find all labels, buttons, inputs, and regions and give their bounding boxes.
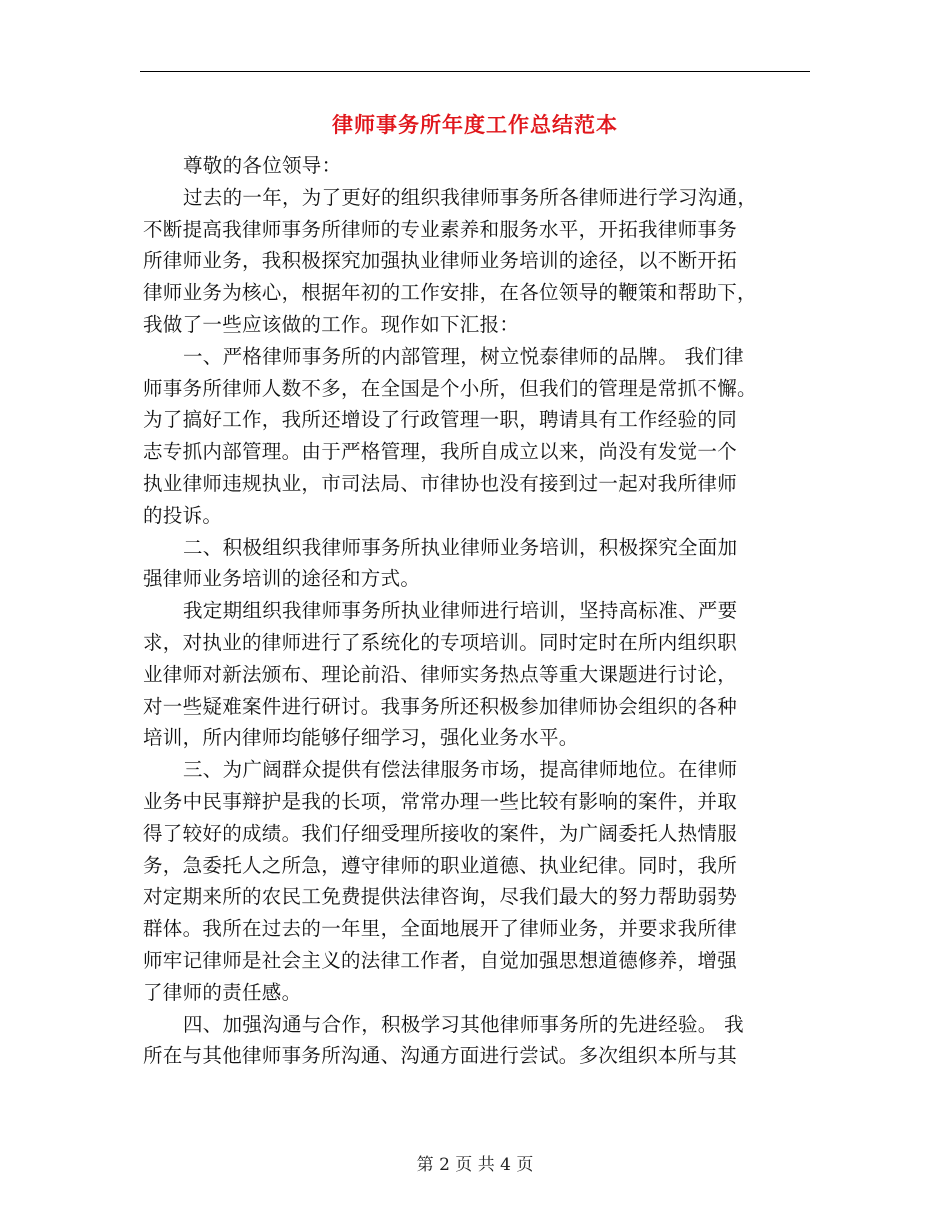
paragraph-line: 为了搞好工作，我所还增设了行政管理一职，聘请具有工作经验的同 xyxy=(143,408,738,432)
section-heading-line: 二、积极组织我律师事务所执业律师业务培训，积极探究全面加 xyxy=(183,535,738,559)
paragraph-line: 过去的一年，为了更好的组织我律师事务所各律师进行学习沟通， xyxy=(183,185,758,209)
paragraph-line: 我定期组织我律师事务所执业律师进行培训，坚持高标准、严要 xyxy=(183,599,738,623)
paragraph-line: 强律师业务培训的途径和方式。 xyxy=(143,567,421,591)
paragraph-line: 务，急委托人之所急，遵守律师的职业道德、执业纪律。同时，我所 xyxy=(143,853,738,877)
section-heading-line: 三、为广阔群众提供有偿法律服务市场，提高律师地位。在律师 xyxy=(183,758,738,782)
paragraph-line: 的投诉。 xyxy=(143,503,223,527)
paragraph-line: 群体。我所在过去的一年里，全面地展开了律师业务，并要求我所律 xyxy=(143,917,738,941)
paragraph-line: 师事务所律师人数不多，在全国是个小所，但我们的管理是常抓不懈。 xyxy=(143,376,757,400)
paragraph-line: 师牢记律师是社会主义的法律工作者，自觉加强思想道德修养，增强 xyxy=(143,948,738,972)
header-rule xyxy=(140,71,810,72)
salutation-line: 尊敬的各位领导： xyxy=(183,154,342,177)
paragraph-line: 得了较好的成绩。我们仔细受理所接收的案件，为广阔委托人热情服 xyxy=(143,821,738,845)
page-number: 第 2 页 共 4 页 xyxy=(416,1155,534,1175)
section-heading-line: 四、加强沟通与合作，积极学习其他律师事务所的先进经验。 我 xyxy=(183,1012,744,1036)
paragraph-line: 培训，所内律师均能够仔细学习，强化业务水平。 xyxy=(143,726,579,750)
paragraph-line: 了律师的责任感。 xyxy=(143,980,302,1004)
paragraph-line: 执业律师违规执业，市司法局、市律协也没有接到过一起对我所律师 xyxy=(143,471,738,495)
paragraph-line: 我做了一些应该做的工作。现作如下汇报： xyxy=(143,312,520,336)
paragraph-line: 对定期来所的农民工免费提供法律咨询，尽我们最大的努力帮助弱势 xyxy=(143,885,738,909)
paragraph-line: 对一些疑难案件进行研讨。我事务所还积极参加律师协会组织的各种 xyxy=(143,694,738,718)
paragraph-line: 业务中民事辩护是我的长项，常常办理一些比较有影响的案件，并取 xyxy=(143,789,738,813)
document-body xyxy=(143,150,810,1072)
section-heading-line: 一、严格律师事务所的内部管理，树立悦泰律师的品牌。 我们律 xyxy=(183,344,744,368)
paragraph-line: 所在与其他律师事务所沟通、沟通方面进行尝试。多次组织本所与其 xyxy=(143,1044,738,1068)
paragraph-line: 业律师对新法颁布、理论前沿、律师实务热点等重大课题进行讨论， xyxy=(143,662,738,686)
paragraph-line: 律师业务为核心，根据年初的工作安排，在各位领导的鞭策和帮助下， xyxy=(143,281,757,305)
document-title: 律师事务所年度工作总结范本 xyxy=(332,112,618,137)
paragraph-line: 所律师业务，我积极探究加强执业律师业务培训的途径，以不断开拓 xyxy=(143,249,738,273)
paragraph-line: 求，对执业的律师进行了系统化的专项培训。同时定时在所内组织职 xyxy=(143,630,738,654)
paragraph-line: 不断提高我律师事务所律师的专业素养和服务水平，开拓我律师事务 xyxy=(143,217,738,241)
paragraph-line: 志专抓内部管理。由于严格管理，我所自成立以来，尚没有发觉一个 xyxy=(143,440,738,464)
